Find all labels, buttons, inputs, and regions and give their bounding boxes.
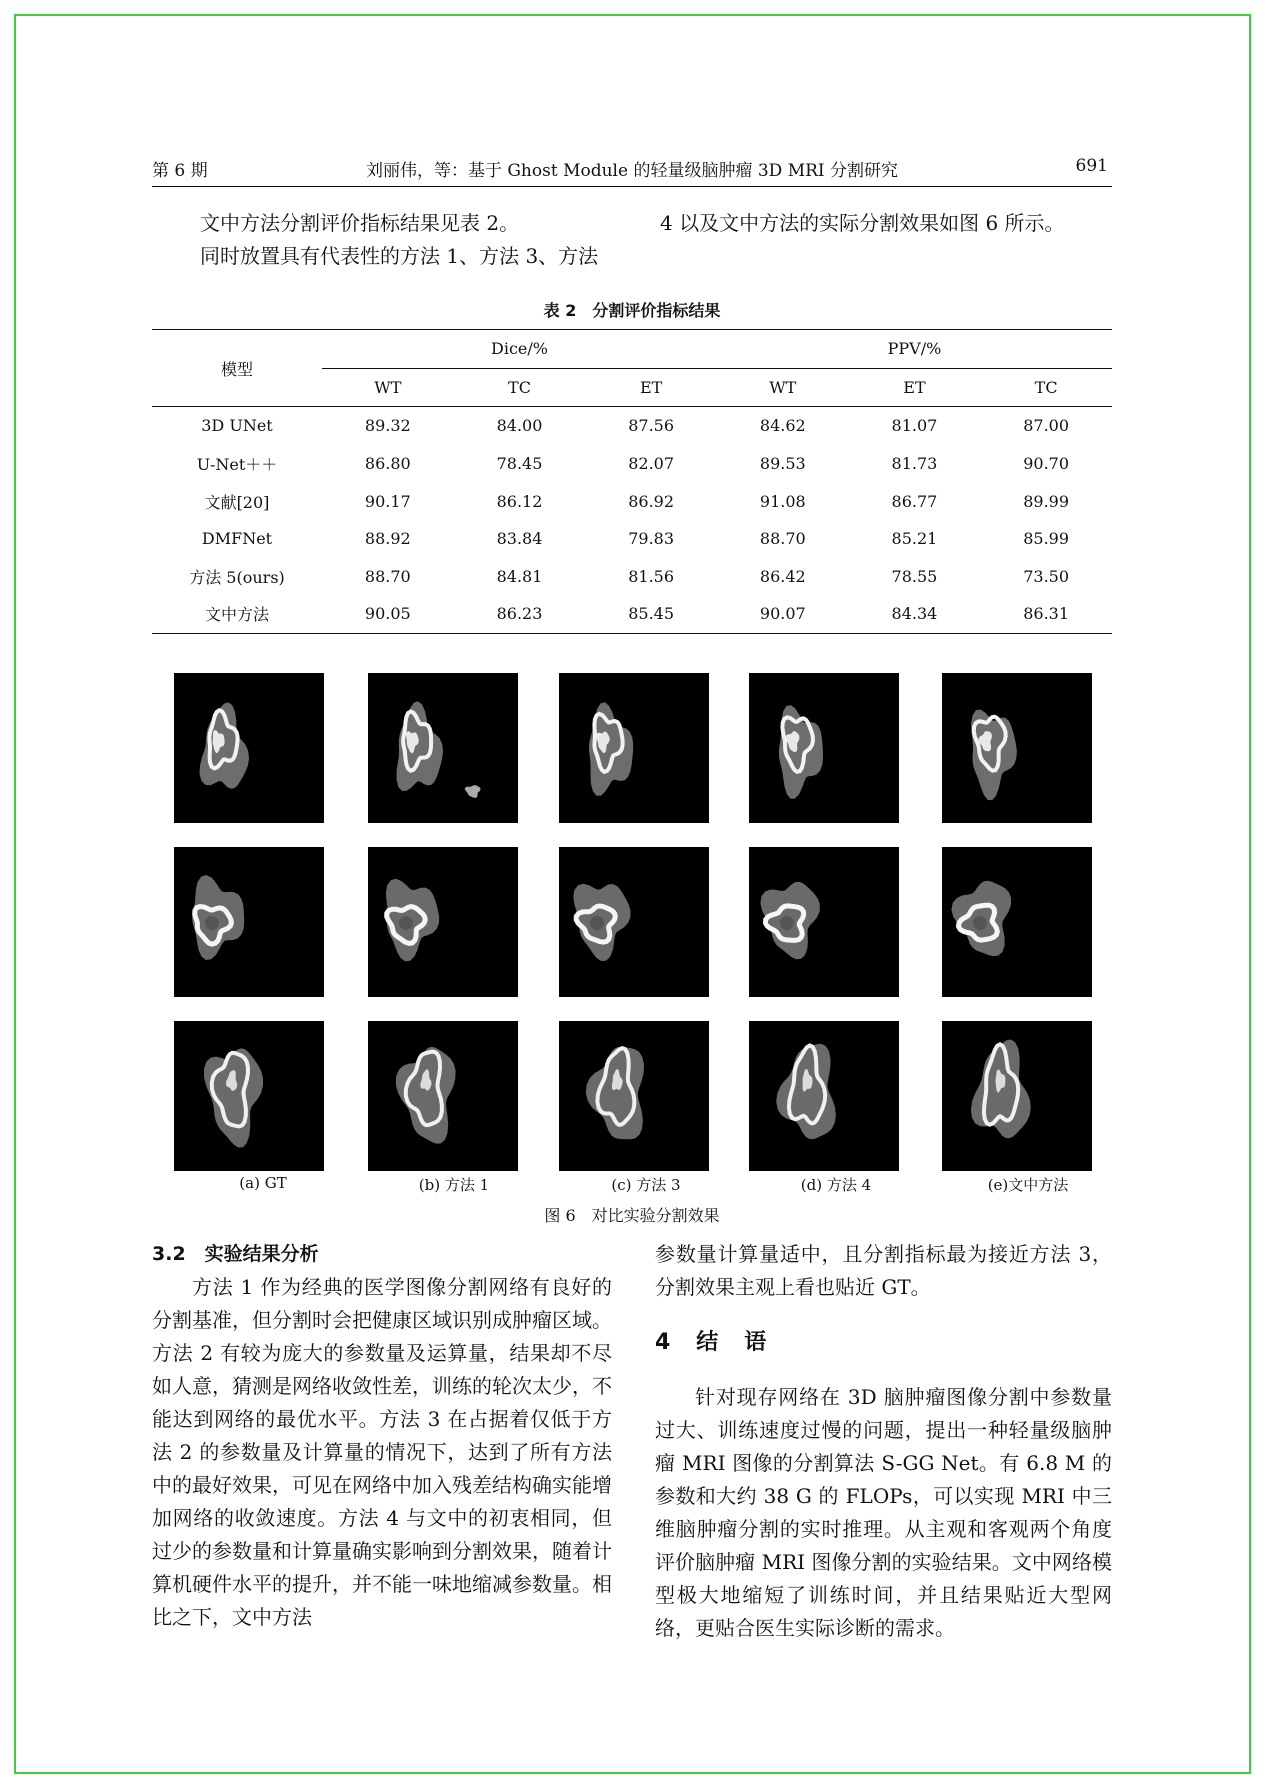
section-3-2	[152, 1238, 612, 1634]
table-cell: 89.32	[364, 416, 411, 436]
figure-sublabel-d: (d) 方法 4	[800, 1176, 872, 1194]
table-cell: 78.55	[891, 566, 938, 586]
page-number: 691	[1075, 156, 1108, 176]
figure-caption: 图 6 对比实验分割效果	[544, 1206, 720, 1225]
table-caption: 表 2 分割评价指标结果	[543, 301, 721, 320]
mri-panel-middle-gt	[174, 847, 324, 997]
mri-image	[174, 1021, 324, 1171]
mri-panel-top-method4	[749, 673, 899, 823]
table-cell: 81.07	[891, 416, 938, 436]
mri-image	[174, 673, 324, 823]
figure-sublabel-e: (e)文中方法	[987, 1176, 1069, 1194]
table-cell: 88.70	[364, 566, 411, 586]
mri-image	[174, 847, 324, 997]
intro-left-line1: 文中方法分割评价指标结果见表 2。	[200, 211, 520, 235]
figure-sublabel-b: (b) 方法 1	[418, 1176, 490, 1194]
subheader: WT	[717, 368, 849, 407]
section-4-title: 4 结 语	[655, 1330, 769, 1355]
issue-number: 第 6 期	[152, 161, 208, 181]
running-title: 刘丽伟，等：基于 Ghost Module 的轻量级脑肿瘤 3D MRI 分割研究	[365, 161, 899, 181]
model-name: 方法 5(ours)	[189, 567, 285, 587]
subheader: TC	[454, 368, 586, 407]
mri-image	[942, 673, 1092, 823]
intro-right	[660, 207, 1112, 240]
table-cell: 79.83	[628, 529, 675, 549]
table-cell: 87.00	[1023, 416, 1070, 436]
table-cell: 86.42	[759, 566, 806, 586]
table-cell: 84.62	[759, 416, 806, 436]
subheader: ET	[849, 368, 981, 407]
mri-panel-middle-method1	[368, 847, 518, 997]
table-cell: 81.56	[628, 566, 675, 586]
mri-image	[749, 847, 899, 997]
table-row	[152, 520, 1112, 558]
table-cell: 84.00	[496, 416, 543, 436]
mri-panel-bottom-method3	[559, 1021, 709, 1171]
model-name: DMFNet	[201, 529, 273, 549]
table-cell: 91.08	[759, 491, 806, 511]
table-row	[152, 445, 1112, 483]
section-4-paragraph: 针对现存网络在 3D 脑肿瘤图像分割中参数量过大、训练速度过慢的问题，提出一种轻量级脑肿瘤 MRI 图像的分割算法 S-GG Net。有 6.8 M 的参数和大约 38 G 的 FLOPs，可以实现 MRI 中三维脑肿瘤分割的实时推理。从主观和客观两个角度评价脑肿瘤 MRI 图像分割的实验结果。文中网络模型极大地缩短了训练时间，并且结果贴近大型网络，更贴合医生实际诊断的需求。	[655, 1385, 1112, 1640]
mri-image	[749, 1021, 899, 1171]
mri-panel-bottom-method4	[749, 1021, 899, 1171]
figure-sublabel-c: (c) 方法 3	[611, 1176, 681, 1194]
mri-panel-bottom-gt	[174, 1021, 324, 1171]
table-cell: 85.99	[1023, 529, 1070, 549]
table-row	[152, 558, 1112, 596]
intro-right-line1: 4 以及文中方法的实际分割效果如图 6 所示。	[660, 211, 1065, 235]
mri-image	[368, 673, 518, 823]
ppv-group-header: PPV/%	[717, 330, 1112, 369]
table-cell: 89.99	[1023, 491, 1070, 511]
table-cell: 83.84	[496, 529, 543, 549]
table-cell: 87.56	[628, 416, 675, 436]
table-cell: 89.53	[759, 454, 806, 474]
mri-panel-middle-method4	[749, 847, 899, 997]
mri-panel-top-method1	[368, 673, 518, 823]
table-row	[152, 595, 1112, 633]
table-cell: 73.50	[1023, 566, 1070, 586]
mri-image	[368, 847, 518, 997]
section-3-2-continuation: 参数量计算量适中，且分割指标最为接近方法 3，分割效果主观上看也贴近 GT。	[655, 1242, 1112, 1299]
table-cell: 86.12	[496, 491, 543, 511]
table-cell: 90.70	[1023, 454, 1070, 474]
mri-image	[368, 1021, 518, 1171]
right-column	[655, 1238, 1112, 1645]
mri-image	[559, 1021, 709, 1171]
section-3-2-title: 3.2 实验结果分析	[152, 1243, 319, 1265]
table-cell: 84.34	[849, 595, 981, 633]
model-name: 3D UNet	[201, 416, 273, 436]
mri-image	[942, 1021, 1092, 1171]
figure-sublabel-a: (a) GT	[239, 1174, 287, 1192]
section-3-2-paragraph: 方法 1 作为经典的医学图像分割网络有良好的分割基准，但分割时会把健康区域识别成肿瘤区域。方法 2 有较为庞大的参数量及运算量，结果却不尽如人意，猜测是网络收敛性差，训练的轮次太少，不能达到网络的最优水平。方法 3 在占据着仅低于方法 2 的参数量及计算量的情况下，达到了所有方法中的最好效果，可见在网络中加入残差结构确实能增加网络的收敛速度。方法 4 与文中的初衷相同，但过少的参数量和计算量确实影响到分割效果，随着计算机硬件水平的提升，并不能一味地缩减参数量。相比之下，文中方法	[152, 1275, 612, 1629]
model-header: 模型	[152, 330, 322, 407]
table-cell: 86.92	[628, 491, 675, 511]
table-cell: 90.05	[322, 595, 454, 633]
mri-panel-bottom-method1	[368, 1021, 518, 1171]
intro-left	[200, 207, 620, 273]
table-cell: 85.45	[585, 595, 717, 633]
table-cell: 85.21	[891, 529, 938, 549]
table-cell: 86.80	[364, 454, 411, 474]
table-cell: 82.07	[628, 454, 675, 474]
mri-panel-middle-ours	[942, 847, 1092, 997]
mri-panel-top-ours	[942, 673, 1092, 823]
mri-image	[559, 847, 709, 997]
table-cell: 90.17	[364, 491, 411, 511]
table-cell: 88.92	[364, 529, 411, 549]
mri-panel-top-gt	[174, 673, 324, 823]
model-name: 文中方法	[152, 595, 322, 633]
mri-image	[559, 673, 709, 823]
table-header-row-1	[152, 330, 1112, 369]
subheader: TC	[980, 368, 1112, 407]
table-cell: 88.70	[759, 529, 806, 549]
table-cell: 86.31	[980, 595, 1112, 633]
subheader: WT	[322, 368, 454, 407]
mri-image	[749, 673, 899, 823]
mri-panel-middle-method3	[559, 847, 709, 997]
mri-image	[942, 847, 1092, 997]
subheader: ET	[585, 368, 717, 407]
table-cell: 86.77	[891, 491, 938, 511]
model-name: 文献[20]	[204, 492, 270, 512]
table-cell: 81.73	[891, 454, 938, 474]
intro-left-line2: 同时放置具有代表性的方法 1、方法 3、方法	[200, 244, 599, 268]
table-row	[152, 482, 1112, 520]
table-cell: 90.07	[717, 595, 849, 633]
table-cell: 86.23	[454, 595, 586, 633]
results-table	[152, 329, 1112, 634]
model-name: U-Net＋＋	[196, 455, 278, 475]
table-cell: 84.81	[496, 566, 543, 586]
table-cell: 78.45	[496, 454, 543, 474]
running-header	[152, 156, 1112, 187]
mri-panel-bottom-ours	[942, 1021, 1092, 1171]
mri-panel-top-method3	[559, 673, 709, 823]
table-row	[152, 407, 1112, 445]
dice-group-header: Dice/%	[322, 330, 717, 369]
